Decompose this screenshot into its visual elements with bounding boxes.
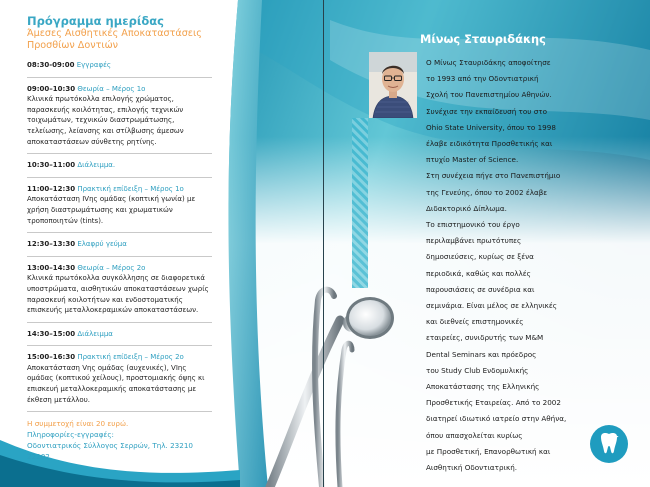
program-subtitle-2: Προσθίων Δοντιών xyxy=(27,40,119,51)
separator xyxy=(27,345,212,346)
separator xyxy=(27,322,212,323)
info-label: Πληροφορίες-εγγραφές: xyxy=(27,430,114,440)
speaker-photo xyxy=(369,52,417,118)
fold-line xyxy=(323,0,324,487)
schedule-item-demo-2: 15:00–16:30 Πρακτική επίδειξη – Μέρος 2ο Αποκατάσταση Vης ομάδας (αυχενικές), VΙης ομάδας (κοπτικού χείλους), προστομιακής όψης κι επισκευή μεταλλοκεραμικής αποκατάστασης με έκθεση μετάλλου. xyxy=(27,353,205,404)
program-subtitle-1: Άμεσες Αισθητικές Αποκαταστάσεις xyxy=(27,28,202,39)
schedule-item-demo-1: 11:00–12:30 Πρακτική επίδειξη – Μέρος 1ο Αποκατάσταση IVης ομάδας (κοπτική γωνία) με χρήση διαστρωμάτωσης και χρωματικών τροποποιητών (tints). xyxy=(27,184,196,225)
schedule-item-theory-1: 09:00–10:30 Θεωρία – Μέρος 1ο Κλινικά πρωτόκολλα επιλογής χρώματος, παρασκευής κοιλότητας, επιλογής τεχνικών τοιχωμάτων, τεχνικών διαστρωμάτωσης, τελείωσης, λείανσης και στίλβωσης άμεσων αποκαταστάσεων σύνθετης ρητίνης. xyxy=(27,84,184,146)
separator xyxy=(27,153,212,154)
schedule-item-registration: 08:30-09:00 Εγγραφές xyxy=(27,61,111,69)
separator xyxy=(27,77,212,78)
program-title: Πρόγραμμα ημερίδας xyxy=(27,14,164,28)
tooth-icon xyxy=(589,424,629,464)
schedule-item-theory-2: 13:00–14:30 Θεωρία – Μέρος 2ο Κλινικά πρωτόκολλα συγκόλλησης σε διαφορετικά υποστρώματα, αισθητικών αποκαταστάσεων χωρίς παρασκευή κοιλοτήτων και ενδοστοματικής επισκευής μεταλλοκεραμικών αποκαταστάσεων. xyxy=(27,263,209,315)
schedule-item-break-1: 10:30–11:00 Διάλειμμα. xyxy=(27,161,116,170)
schedule-item-lunch: 12:30–13:30 Ελαφρύ γεύμα xyxy=(27,240,127,249)
fee-note: Η συμμετοχή είναι 20 ευρώ. xyxy=(27,419,129,429)
info-contact: Οδοντιατρικός Σύλλογος Σερρών, Τηλ. 23210 22202 xyxy=(27,441,193,462)
separator xyxy=(27,411,212,412)
separator xyxy=(27,177,212,178)
program-panel xyxy=(27,14,212,462)
separator xyxy=(27,232,212,233)
speaker-name: Μίνως Σταυριδάκης xyxy=(420,32,546,46)
separator xyxy=(27,256,212,257)
schedule-item-break-2: 14:30–15:00 Διάλειμμα xyxy=(27,329,113,338)
speaker-bio: Ο Μίνως Σταυριδάκης αποφοίτησε το 1993 από την Οδοντιατρική Σχολή του Πανεπιστημίου Αθηνών. Συνέχισε την εκπαίδευσή του στο Ohio State University, όπου το 1998 έλαβε ειδικότητα Προσθετικής και πτυχίο Master of Science. Στη συνέχεια πήγε στο Πανεπιστήμιο της Γενεύης, όπου το 2002 έλαβε Διδακτορικό Δίπλωμα. Το επιστημονικό του έργο περιλαμβάνει πρωτότυπες δημοσιεύσεις, κυρίως σε ξένα περιοδικά, καθώς και πολλές παρουσιάσεις σε συνέδρια και σεμινάρια. Είναι μέλος σε ελληνικές και διεθνείς επιστημονικές εταιρείες, συνιδρυτής των M&M Dental Seminars και πρόεδρος του Study Club Ενδομυλικής Αποκατάστασης της Ελληνικής Προσθετικής Εταιρείας. Από το 2002 διατηρεί ιδιωτικό ιατρείο στην Αθήνα, όπου απασχολείται κυρίως με Προσθετική, Επανορθωτική και Αισθητική Οδοντιατρική. xyxy=(426,58,567,473)
